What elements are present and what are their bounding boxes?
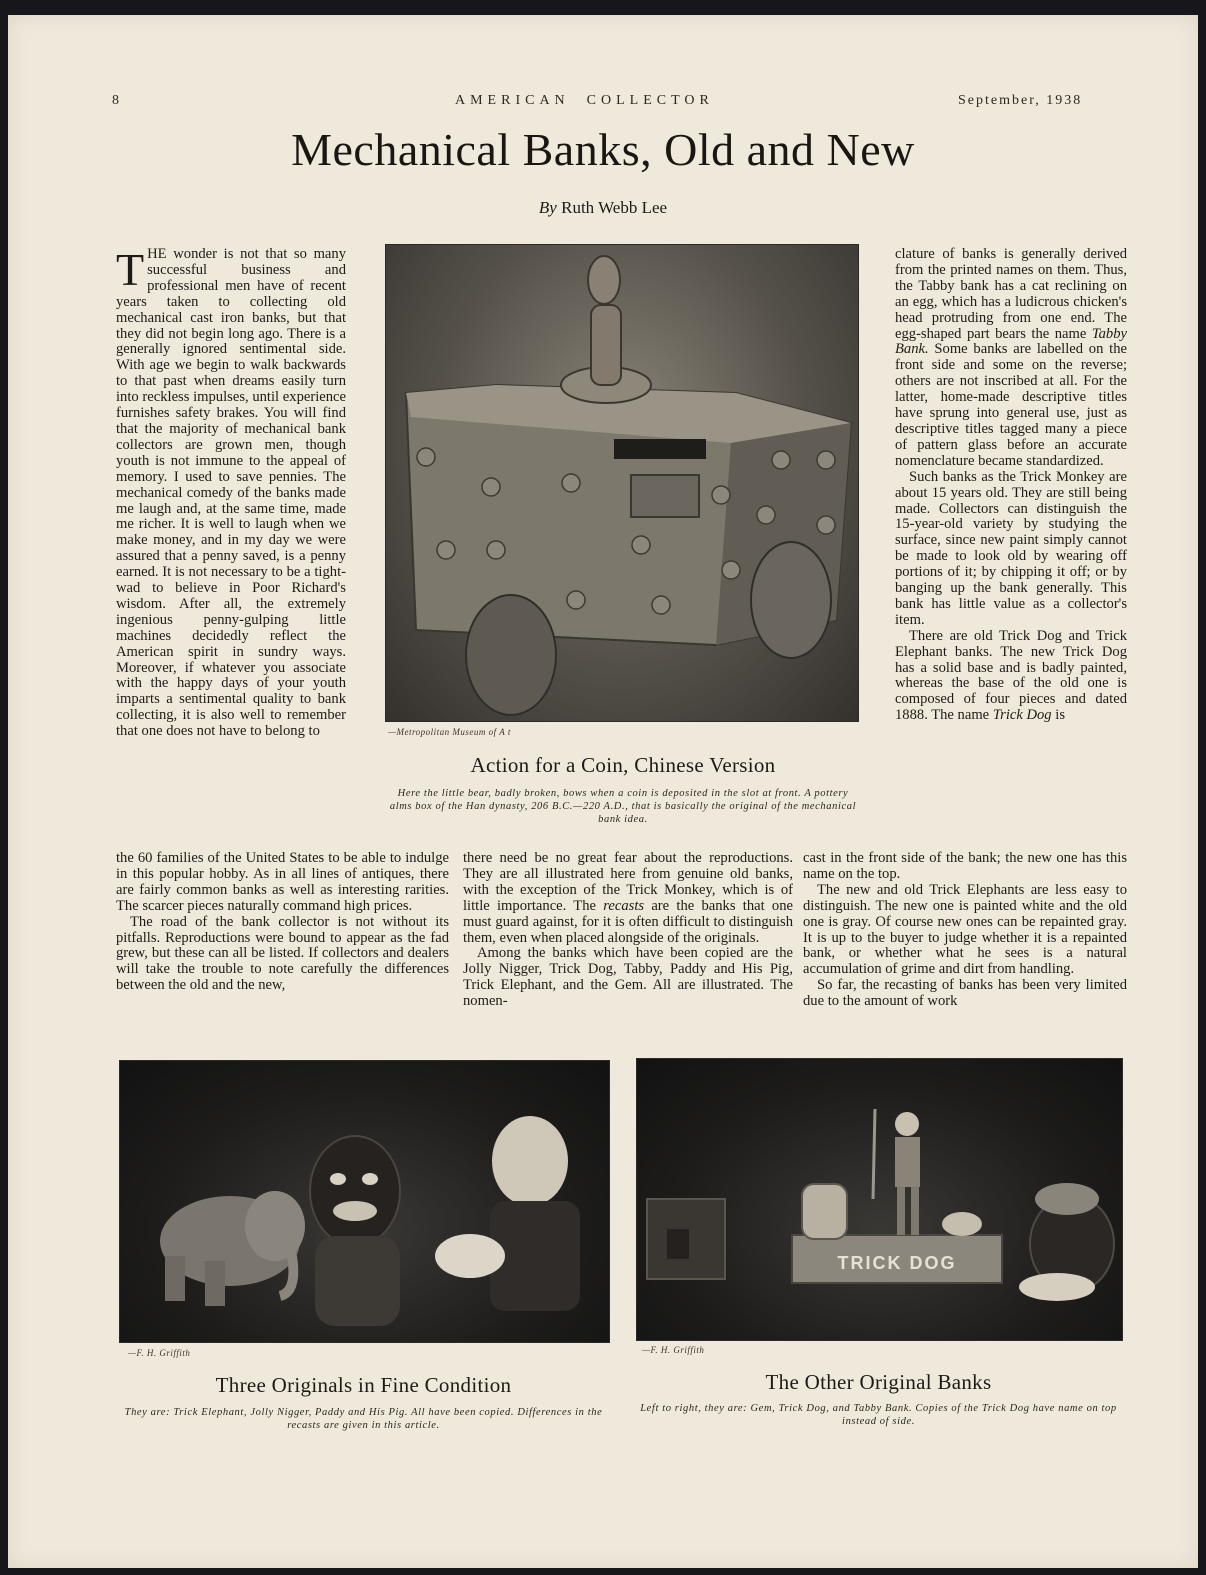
other-originals-photo [636,1058,1123,1341]
trick-dog-label: TRICK DOG [837,1253,957,1273]
figure-caption: They are: Trick Elephant, Jolly Nigger, Paddy and His Pig. All have been copied. Differences in the recasts are given in this article. [124,1407,603,1431]
banks-illustration [637,1059,1122,1340]
paragraph: is [1055,707,1065,724]
photo-credit: —F. H. Griffith [642,1345,705,1355]
emphasis: Trick Dog [992,707,1052,724]
three-originals-photo [119,1060,610,1343]
paragraph: There are old Trick Dog and Trick Elephant banks. The new Trick Dog has a solid base and is badly painted, whereas the base of the old one is composed of four pieces and dated 1888. The name [895,627,1127,724]
issue-date: September, 1938 [958,93,1083,108]
paragraph: So far, the recasting of banks has been very limited due to the amount of work [803,977,1127,1010]
han-alms-box-photo [385,244,859,722]
figure-title: The Other Original Banks [765,1370,992,1394]
paragraph: cast in the front side of the bank; the new one has this name on the top. [803,850,1127,882]
paragraph: there need be no great fear about the reproductions. They are all illustrated here from genuine old banks, with the exception of the Trick Monkey, which is of little importance. The [463,850,793,914]
emphasis: recasts [603,897,645,914]
paragraph: Such banks as the Trick Monkey are about 15 years old. They are still being made. Collectors can distinguish the 15-year-old variety by studying the surface, since new paint simply cannot be made to look old by wearing off portions of it; by chipping it off; or by banging up the bank generally. This bank has little value as a collector's item. [895,468,1127,628]
column-1 [116,244,346,740]
drop-cap: T [116,244,145,295]
paragraph: Among the banks which have been copied are the Jolly Nigger, Trick Dog, Tabby, Paddy and His Pig, Trick Elephant, and the Gem. All are illustrated. The nomen- [463,945,793,1010]
column-3-upper [895,247,1127,724]
paragraph: clature of banks is generally derived from the printed names on them. Thus, the Tabby bank has a cat reclining on an egg, which has a ludicrous chicken's head protruding from one end. The egg-shaped part bears the name [895,246,1127,342]
figure-title: Three Originals in Fine Condition [215,1373,512,1397]
column-1-lower [116,851,449,994]
banks-illustration [120,1061,609,1342]
article-title: Mechanical Banks, Old and New [291,124,915,175]
paragraph: the 60 families of the United States to be able to indulge in this popular hobby. As in all lines of antiques, there are fairly common banks as well as interesting rarities. The scarcer pieces naturally command high prices. [116,850,449,914]
paragraph: are the banks that one must guard against, for it is often difficult to distinguish them, even when placed alongside of the originals. [463,897,793,946]
alms-box-illustration [386,245,858,721]
figure-caption: Here the little bear, badly broken, bows when a coin is deposited in the slot at front. A pottery alms box of the Han dynasty, 206 B.C.—220 A.D., that is basically the original of the mechanical bank idea. [389,788,857,825]
photo-credit: —Metropolitan Museum of A t [388,727,511,737]
paragraph: HE wonder is not that so many successful business and professional men have of recent years taken to collecting old mechanical cast iron banks, but that they did not begin long ago. There is a generally ignored sentimental side. With age we begin to walk backwards to that past when dreams easily turn into reckless impulses, until experience furnishes safety brakes. You will find that the majority of mechanical bank collectors are grown men, though youth is not immune to the appeal of memory. I used to save pennies. The mechanical comedy of the banks made me laugh and, at the same time, made me richer. It is well to laugh when we make money, and in my day we were assured that a penny saved, is a penny earned. It is not necessary to be a tight-wad to believe in Poor Richard's wisdom. After all, the extremely ingenious penny-gulping little machines decidedly reflect the American spirit in sundry ways. Moreover, if whatever you associate with the happy days of your youth imparts a sentimental quality to bank collecting, it is also well to remember that one does not have to belong to [116,246,346,740]
column-2 [463,851,793,1010]
figure-caption: Left to right, they are: Gem, Trick Dog, and Tabby Bank. Copies of the Trick Dog have name on top instead of side. [640,1403,1117,1427]
paragraph: The new and old Trick Elephants are less easy to distinguish. The new one is painted white and the old one is gray. Of course new ones can be repainted gray. It is up to the buyer to judge whether it is a repainted bank, or whether what he sees is a natural accumulation of grime and dirt from handling. [803,881,1127,978]
paragraph: Some banks are labelled on the front side and some on the reverse; others are not inscribed at all. For the latter, home-made descriptive titles have sprung into general use, just as descriptive titles tagged many a piece of pattern glass before an accurate nomenclature became standardized. [895,341,1127,469]
magazine-page [8,15,1198,1568]
author-name: Ruth Webb Lee [561,198,668,217]
publication-name: AMERICAN COLLECTOR [455,93,714,108]
column-3-lower [803,851,1127,1010]
byline [8,198,1198,218]
figure-title: Action for a Coin, Chinese Version [470,753,776,777]
emphasis: Tabby Bank. [895,325,1127,358]
page-number: 8 [112,93,121,108]
byline-prefix: By [538,198,557,217]
photo-credit: —F. H. Griffith [128,1348,191,1358]
paragraph: The road of the bank collector is not without its pitfalls. Reproductions were bound to appear as the fad grew, but these can all be listed. If collectors and dealers will take the trouble to note carefully the differences between the old and the new, [116,913,449,994]
